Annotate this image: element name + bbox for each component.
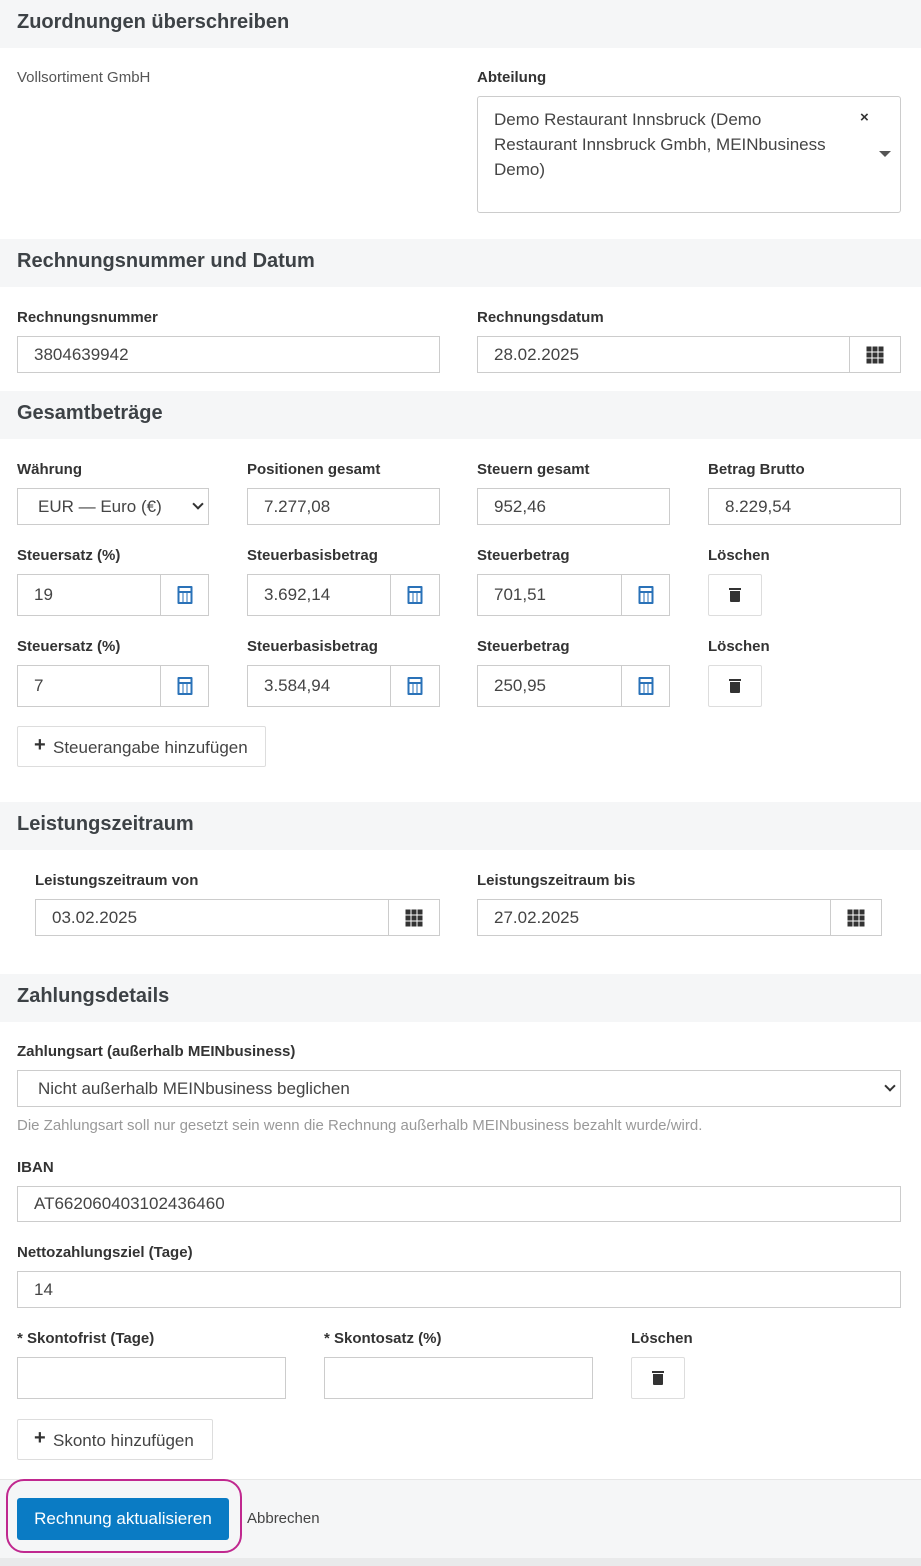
plus-icon: +	[34, 1427, 46, 1449]
delete-label: Löschen	[631, 1330, 693, 1347]
tax-amount-label: Steuerbetrag	[477, 638, 570, 655]
section-title: Zuordnungen überschreiben	[17, 11, 290, 33]
department-select[interactable]	[477, 96, 901, 213]
section-totals-header	[0, 391, 921, 439]
calculator-button[interactable]	[160, 574, 209, 616]
section-title: Gesamtbeträge	[17, 402, 163, 424]
calendar-button[interactable]	[388, 899, 440, 936]
net-term-input[interactable]: 14	[17, 1271, 901, 1308]
calculator-icon	[177, 677, 192, 695]
section-period-header	[0, 802, 921, 850]
calendar-button[interactable]	[830, 899, 882, 936]
tax-rate-input[interactable]: 19	[17, 574, 209, 616]
tax-rate-label: Steuersatz (%)	[17, 638, 121, 655]
department-label: Abteilung	[477, 69, 547, 86]
delete-tax-button[interactable]	[708, 665, 762, 707]
tax-base-input[interactable]: 3.692,14	[247, 574, 440, 616]
period-from-input[interactable]: 03.02.2025	[35, 899, 440, 936]
delete-label: Löschen	[708, 547, 770, 564]
calculator-icon	[177, 586, 192, 604]
discount-period-input[interactable]	[17, 1357, 286, 1399]
payment-method-select[interactable]: Nicht außerhalb MEINbusiness beglichen	[17, 1070, 901, 1107]
trash-icon	[652, 1371, 664, 1385]
tax-base-label: Steuerbasisbetrag	[247, 547, 378, 564]
currency-select[interactable]: EUR — Euro (€)	[17, 488, 209, 525]
discount-rate-input[interactable]	[324, 1357, 593, 1399]
iban-input[interactable]: AT662060403102436460	[17, 1186, 901, 1222]
add-discount-button[interactable]	[17, 1419, 213, 1460]
invoice-date-input[interactable]: 28.02.2025	[477, 336, 901, 373]
discount-rate-label: * Skontosatz (%)	[324, 1330, 442, 1347]
chevron-down-icon[interactable]	[879, 151, 891, 157]
period-from-label: Leistungszeitraum von	[35, 872, 199, 889]
calendar-icon	[406, 909, 423, 926]
taxes-input[interactable]: 952,46	[477, 488, 670, 525]
department-line-3: Demo)	[494, 160, 546, 179]
tax-rate-input[interactable]: 7	[17, 665, 209, 707]
calculator-button[interactable]	[160, 665, 209, 707]
calculator-button[interactable]	[390, 574, 440, 616]
footer-edge	[0, 1558, 921, 1566]
discount-period-label: * Skontofrist (Tage)	[17, 1330, 155, 1347]
calculator-icon	[638, 586, 653, 604]
add-discount-label: Skonto hinzufügen	[53, 1431, 194, 1450]
section-payment-header	[0, 974, 921, 1022]
taxes-label: Steuern gesamt	[477, 461, 590, 478]
period-to-label: Leistungszeitraum bis	[477, 872, 636, 889]
payment-method-label: Zahlungsart (außerhalb MEINbusiness)	[17, 1043, 296, 1060]
section-title: Zahlungsdetails	[17, 985, 170, 1007]
gross-input[interactable]: 8.229,54	[708, 488, 901, 525]
invoice-number-label: Rechnungsnummer	[17, 309, 158, 326]
calendar-icon	[867, 346, 884, 363]
chevron-down-icon	[884, 1080, 895, 1091]
cancel-link[interactable]: Abbrechen	[247, 1510, 320, 1527]
tax-base-label: Steuerbasisbetrag	[247, 638, 378, 655]
tax-amount-label: Steuerbetrag	[477, 547, 570, 564]
delete-discount-button[interactable]	[631, 1357, 685, 1399]
gross-label: Betrag Brutto	[708, 461, 805, 478]
plus-icon: +	[34, 734, 46, 756]
calculator-button[interactable]	[621, 574, 670, 616]
invoice-number-input[interactable]: 3804639942	[17, 336, 440, 373]
delete-label: Löschen	[708, 638, 770, 655]
company-name: Vollsortiment GmbH	[17, 69, 151, 86]
positions-label: Positionen gesamt	[247, 461, 381, 478]
chevron-down-icon	[192, 498, 203, 509]
trash-icon	[729, 679, 741, 693]
trash-icon	[729, 588, 741, 602]
calculator-icon	[638, 677, 653, 695]
department-line-2: Restaurant Innsbruck Gmbh, MEINbusiness	[494, 135, 826, 154]
section-title: Rechnungsnummer und Datum	[17, 250, 315, 272]
calculator-icon	[408, 677, 423, 695]
payment-method-help: Die Zahlungsart soll nur gesetzt sein wenn die Rechnung außerhalb MEINbusiness bezahlt wurde/wird.	[17, 1117, 703, 1134]
tax-rate-label: Steuersatz (%)	[17, 547, 121, 564]
tax-amount-input[interactable]: 701,51	[477, 574, 670, 616]
section-title: Leistungszeitraum	[17, 813, 194, 835]
positions-input[interactable]: 7.277,08	[247, 488, 440, 525]
update-invoice-button[interactable]: Rechnung aktualisieren	[17, 1498, 229, 1540]
calculator-button[interactable]	[621, 665, 670, 707]
tax-amount-input[interactable]: 250,95	[477, 665, 670, 707]
invoice-date-label: Rechnungsdatum	[477, 309, 604, 326]
department-line-1: Demo Restaurant Innsbruck (Demo	[494, 110, 762, 129]
section-assignments-header	[0, 0, 921, 48]
currency-label: Währung	[17, 461, 82, 478]
calendar-button[interactable]	[849, 336, 901, 373]
iban-label: IBAN	[17, 1159, 54, 1176]
period-to-input[interactable]: 27.02.2025	[477, 899, 882, 936]
calendar-icon	[848, 909, 865, 926]
clear-icon[interactable]: ×	[860, 109, 869, 126]
add-tax-button[interactable]	[17, 726, 266, 767]
net-term-label: Nettozahlungsziel (Tage)	[17, 1244, 193, 1261]
calculator-button[interactable]	[390, 665, 440, 707]
calculator-icon	[408, 586, 423, 604]
delete-tax-button[interactable]	[708, 574, 762, 616]
section-invoice-header	[0, 239, 921, 287]
add-tax-label: Steuerangabe hinzufügen	[53, 738, 248, 757]
tax-base-input[interactable]: 3.584,94	[247, 665, 440, 707]
